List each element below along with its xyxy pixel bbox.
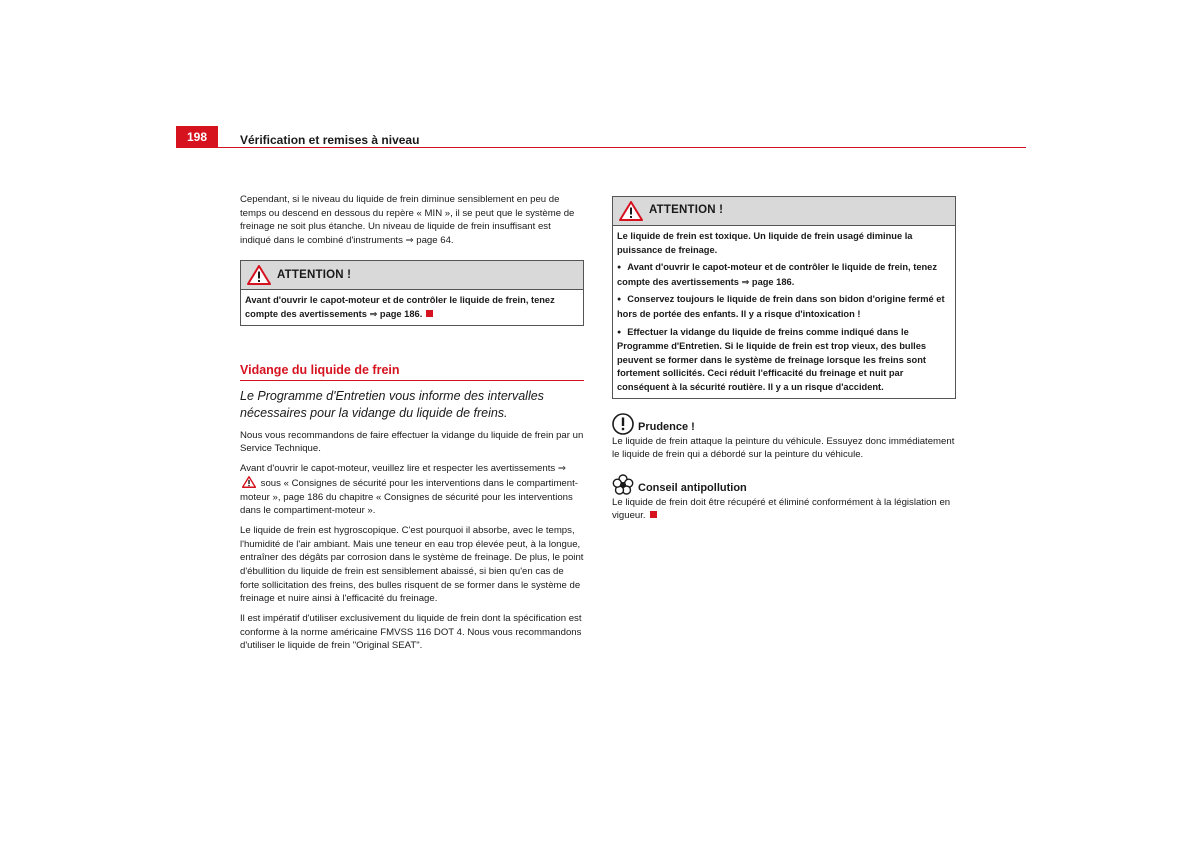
warning-body bbox=[613, 226, 955, 398]
warning-label: ATTENTION ! bbox=[277, 268, 352, 281]
warning-bullet: ● Effectuer la vidange du liquide de freins comme indiqué dans le Programme d'Entretien. Si le liquide de frein est trop vieux, des bulles peuvent se former dans le système de freinage lorsque les freins sont fortement sollicités. Ceci réduit l'efficacité du freinage et nuit par conséquent à la sécurité routière. Il y a un risque d'accident. bbox=[617, 326, 951, 395]
flower-icon bbox=[612, 474, 634, 496]
warning-triangle-icon bbox=[619, 201, 643, 221]
environment-label: Conseil antipollution bbox=[638, 481, 747, 494]
paragraph-hygroscopic: Le liquide de frein est hygroscopique. C'est pourquoi il absorbe, avec le temps, l'humidité de l'air ambiant. Mais une teneur en eau trop élevée peut, à la longue, entraîner des dégâts par corrosion dans le système de freinage. De plus, le point d'ébullition du liquide de frein est sensiblement abaissé, si bien qu'en cas de forte sollicitation des freins, des bulles risquent de se former dans le système de freinage et nuire ainsi à l'efficacité du freinage. bbox=[240, 525, 584, 605]
environment-text: Le liquide de frein doit être récupéré et éliminé conformément à la législation en vigueur. bbox=[612, 496, 951, 522]
caution-label: Prudence ! bbox=[638, 420, 695, 433]
page-number: 198 bbox=[176, 126, 218, 148]
warning-text: Avant d'ouvrir le capot-moteur et de contrôler le liquide de frein, tenez compte des avertissements ⇒ page 186. bbox=[245, 295, 555, 319]
caution-header bbox=[612, 413, 956, 435]
warning-header bbox=[241, 261, 583, 290]
warning-intro: Le liquide de frein est toxique. Un liquide de frein usagé diminue la puissance de freinage. bbox=[617, 231, 913, 255]
caution-text: Le liquide de frein attaque la peinture du véhicule. Essuyez donc immédiatement le liquide de frein qui a débordé sur la peinture du véhicule. bbox=[612, 435, 955, 461]
right-column bbox=[612, 196, 956, 529]
header-rule bbox=[218, 147, 1026, 148]
section-title: Vidange du liquide de frein bbox=[240, 364, 584, 382]
warning-bullet: ● Avant d'ouvrir le capot-moteur et de contrôler le liquide de frein, tenez compte des avertissements ⇒ page 186. bbox=[617, 261, 951, 289]
environment-paragraph bbox=[612, 496, 956, 523]
paragraph-warnings-before: Avant d'ouvrir le capot-moteur, veuillez lire et respecter les avertissements ⇒ bbox=[240, 463, 566, 475]
section-intro: Le Programme d'Entretien vous informe des intervalles nécessaires pour la vidange du liquide de freins. bbox=[240, 389, 544, 421]
paragraph-specification: Il est impératif d'utiliser exclusivement du liquide de frein dont la spécification est conforme à la norme américaine FMVSS 116 DOT 4. Nous vous recommandons d'utiliser le liquide de frein "Original SEAT". bbox=[240, 613, 582, 652]
left-column bbox=[240, 193, 584, 660]
paragraph-warnings bbox=[240, 462, 584, 517]
paragraph-warnings-after: sous « Consignes de sécurité pour les interventions dans le compartiment-moteur », page 186 du chapitre « Consignes de sécurité pour les interventions dans le compartiment-moteur ». bbox=[240, 477, 578, 517]
warning-box-right bbox=[612, 196, 956, 399]
chapter-title: Vérification et remises à niveau bbox=[240, 133, 420, 147]
warning-bullet: ● Conservez toujours le liquide de frein dans son bidon d'origine fermé et hors de portée des enfants. Il y a risque d'intoxication ! bbox=[617, 293, 951, 321]
paragraph-brake-level: Cependant, si le niveau du liquide de frein diminue sensiblement en peu de temps ou descend en dessous du repère « MIN », il se peut que le système de freinage ne soit plus étanche. Un niveau de liquide de frein insuffisant est indiqué dans le combiné d'instruments ⇒ page 64. bbox=[240, 194, 575, 246]
stop-square-icon bbox=[650, 511, 657, 518]
warning-header bbox=[613, 197, 955, 226]
stop-square-icon bbox=[426, 310, 433, 317]
exclamation-circle-icon bbox=[612, 413, 634, 435]
warning-triangle-icon bbox=[247, 265, 271, 285]
warning-box-left bbox=[240, 260, 584, 325]
paragraph-service: Nous vous recommandons de faire effectuer la vidange du liquide de frein par un Service Technique. bbox=[240, 429, 584, 455]
warning-body bbox=[241, 290, 583, 324]
warning-triangle-icon bbox=[242, 476, 256, 488]
warning-label: ATTENTION ! bbox=[649, 204, 724, 217]
environment-header bbox=[612, 474, 956, 496]
